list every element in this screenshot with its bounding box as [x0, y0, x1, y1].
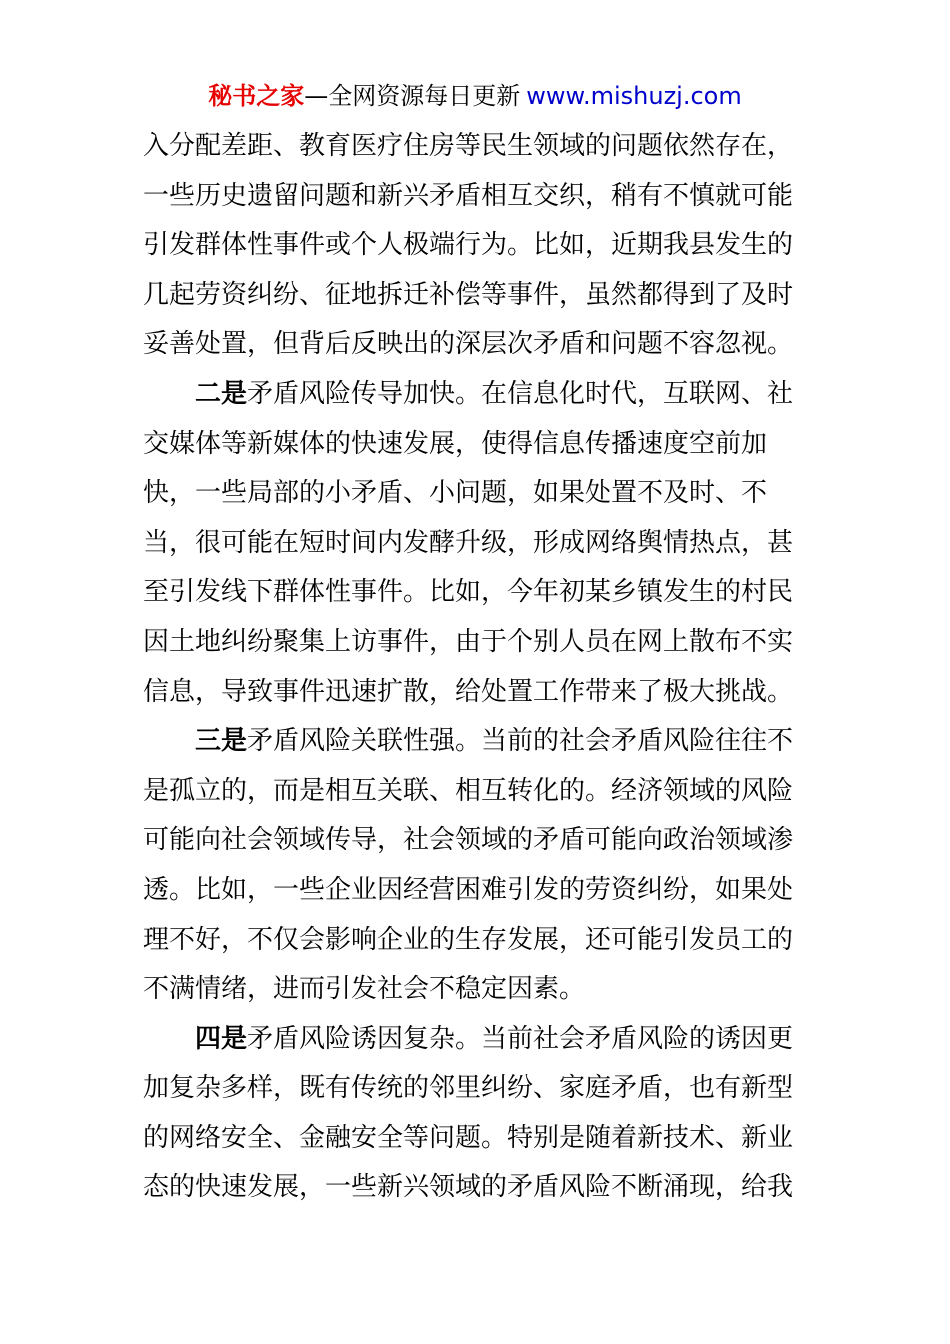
paragraph-lead: 三是: [195, 726, 248, 757]
line-text: 信息，导致事件迅速扩散，给处置工作带来了极大挑战。: [143, 676, 794, 707]
site-header: [0, 80, 950, 112]
line-text: 不满情绪，进而引发社会不稳定因素。: [143, 974, 586, 1005]
paragraph-start-line: [143, 1015, 813, 1065]
line-text: 矛盾风险关联性强。当前的社会矛盾风险往往不: [247, 726, 794, 757]
line-text: 当，很可能在短时间内发酵升级，形成网络舆情热点，甚: [143, 527, 794, 558]
document-body: [143, 122, 813, 1213]
text-line: [143, 618, 813, 668]
text-line: [143, 1064, 813, 1114]
text-line: [143, 816, 813, 866]
line-text: 妥善处置，但背后反映出的深层次矛盾和问题不容忽视。: [143, 329, 794, 360]
line-text: 一些历史遗留问题和新兴矛盾相互交织，稍有不慎就可能: [143, 180, 794, 211]
line-text: 理不好，不仅会影响企业的生存发展，还可能引发员工的: [143, 924, 794, 955]
text-line: [143, 519, 813, 569]
paragraph-start-line: [143, 370, 813, 420]
text-line: [143, 916, 813, 966]
text-line: [143, 965, 813, 1015]
line-text: 加复杂多样，既有传统的邻里纠纷、家庭矛盾，也有新型: [143, 1073, 794, 1104]
line-text: 入分配差距、教育医疗住房等民生领域的问题依然存在，: [143, 131, 794, 161]
line-text: 是孤立的，而是相互关联、相互转化的。经济领域的风险: [143, 775, 794, 806]
line-text: 矛盾风险传导加快。在信息化时代，互联网、社: [247, 378, 794, 409]
line-text: 矛盾风险诱因复杂。当前社会矛盾风险的诱因更: [247, 1023, 794, 1054]
text-line: [143, 271, 813, 321]
line-text: 因土地纠纷聚集上访事件，由于个别人员在网上散布不实: [143, 626, 794, 657]
text-line: [143, 668, 813, 718]
text-line: [143, 221, 813, 271]
text-line: [143, 866, 813, 916]
text-line: [143, 568, 813, 618]
text-line: [143, 320, 813, 370]
text-line: [143, 767, 813, 817]
line-text: 至引发线下群体性事件。比如，今年初某乡镇发生的村民: [143, 577, 794, 608]
line-text: 可能向社会领域传导，社会领域的矛盾可能向政治领域渗: [143, 825, 794, 856]
text-line: [143, 1114, 813, 1164]
line-text: 态的快速发展，一些新兴领域的矛盾风险不断涌现，给我: [143, 1172, 794, 1203]
line-text: 引发群体性事件或个人极端行为。比如，近期我县发生的: [143, 230, 794, 261]
text-line: [143, 420, 813, 470]
line-text: 的网络安全、金融安全等问题。特别是随着新技术、新业: [143, 1122, 794, 1153]
paragraph-lead: 二是: [195, 378, 248, 409]
line-text: 快，一些局部的小矛盾、小问题，如果处置不及时、不: [143, 478, 768, 509]
text-line: [143, 469, 813, 519]
line-text: 交媒体等新媒体的快速发展，使得信息传播速度空前加: [143, 428, 768, 459]
paragraph-lead: 四是: [195, 1023, 248, 1054]
paragraph-start-line: [143, 717, 813, 767]
line-text: 几起劳资纠纷、征地拆迁补偿等事件，虽然都得到了及时: [143, 279, 794, 310]
site-brand: 秘书之家: [208, 82, 305, 110]
site-tagline: —全网资源每日更新: [304, 82, 521, 110]
line-text: 透。比如，一些企业因经营困难引发的劳资纠纷，如果处: [143, 874, 794, 905]
text-line: [143, 122, 813, 172]
site-url-link[interactable]: www.mishuzj.com: [526, 82, 742, 110]
text-line: [143, 172, 813, 222]
text-line: [143, 1163, 813, 1213]
